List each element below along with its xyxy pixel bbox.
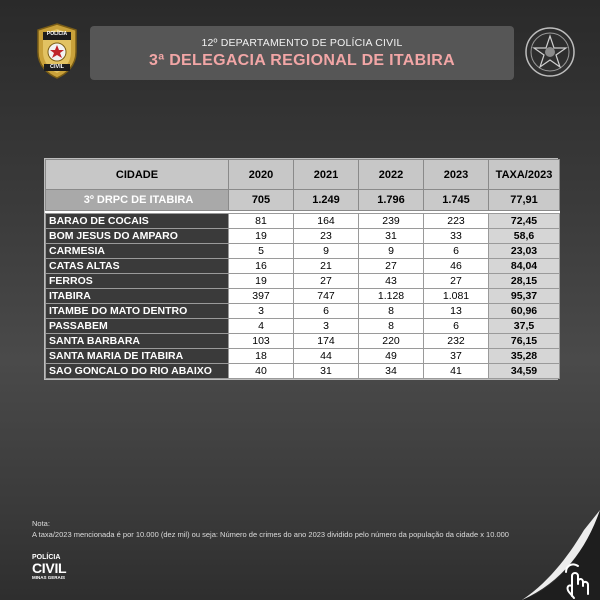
value-2022: 9 <box>359 244 424 259</box>
value-2022: 8 <box>359 319 424 334</box>
footer-logo-line3: MINAS GERAIS <box>32 575 66 580</box>
value-2021: 31 <box>294 364 359 379</box>
value-2020: 5 <box>229 244 294 259</box>
table-row <box>46 319 560 334</box>
value-2021: 23 <box>294 229 359 244</box>
value-2020: 19 <box>229 229 294 244</box>
city-cell: SANTA MARIA DE ITABIRA <box>46 349 229 364</box>
rate-cell: 35,28 <box>489 349 560 364</box>
city-cell: FERROS <box>46 274 229 289</box>
value-2023: 46 <box>424 259 489 274</box>
total-row <box>46 190 560 211</box>
value-2022: 239 <box>359 214 424 229</box>
column-header: 2023 <box>424 160 489 190</box>
total-2021: 1.249 <box>294 190 359 211</box>
rate-cell: 76,15 <box>489 334 560 349</box>
column-header: 2021 <box>294 160 359 190</box>
crime-stats-table <box>44 158 558 380</box>
footer-logo-line1: POLÍCIA <box>32 554 61 561</box>
total-2023: 1.745 <box>424 190 489 211</box>
city-cell: CARMESIA <box>46 244 229 259</box>
footnote-label: Nota: <box>32 519 50 528</box>
value-2023: 13 <box>424 304 489 319</box>
value-2020: 40 <box>229 364 294 379</box>
value-2023: 6 <box>424 319 489 334</box>
table-row <box>46 334 560 349</box>
tap-hand-icon[interactable] <box>522 510 600 600</box>
badge-bottom-text: CIVIL <box>49 64 65 70</box>
value-2023: 37 <box>424 349 489 364</box>
value-2023: 6 <box>424 244 489 259</box>
footer-logo-line2: CIVIL <box>32 560 67 576</box>
table-row <box>46 274 560 289</box>
value-2021: 164 <box>294 214 359 229</box>
table-row <box>46 349 560 364</box>
rate-cell: 37,5 <box>489 319 560 334</box>
table-header-row <box>46 160 560 190</box>
value-2023: 232 <box>424 334 489 349</box>
value-2023: 41 <box>424 364 489 379</box>
city-cell: BARAO DE COCAIS <box>46 214 229 229</box>
value-2023: 223 <box>424 214 489 229</box>
value-2023: 33 <box>424 229 489 244</box>
column-header: 2022 <box>359 160 424 190</box>
city-cell: PASSABEM <box>46 319 229 334</box>
city-cell: ITAMBE DO MATO DENTRO <box>46 304 229 319</box>
value-2020: 397 <box>229 289 294 304</box>
rate-cell: 84,04 <box>489 259 560 274</box>
city-cell: SAO GONCALO DO RIO ABAIXO <box>46 364 229 379</box>
rate-cell: 34,59 <box>489 364 560 379</box>
value-2021: 21 <box>294 259 359 274</box>
state-emblem-icon <box>524 26 576 78</box>
value-2021: 9 <box>294 244 359 259</box>
footnote <box>32 518 509 540</box>
value-2020: 16 <box>229 259 294 274</box>
rate-cell: 58,6 <box>489 229 560 244</box>
badge-top-text: POLÍCIA <box>46 31 68 37</box>
total-2022: 1.796 <box>359 190 424 211</box>
table-row <box>46 304 560 319</box>
value-2022: 43 <box>359 274 424 289</box>
column-header: 2020 <box>229 160 294 190</box>
table-row <box>46 289 560 304</box>
rate-cell: 23,03 <box>489 244 560 259</box>
table-row <box>46 259 560 274</box>
rate-cell: 60,96 <box>489 304 560 319</box>
value-2020: 81 <box>229 214 294 229</box>
department-title: 12º DEPARTAMENTO DE POLÍCIA CIVIL <box>201 36 403 49</box>
city-cell: SANTA BARBARA <box>46 334 229 349</box>
value-2021: 27 <box>294 274 359 289</box>
value-2020: 19 <box>229 274 294 289</box>
header-banner <box>90 26 514 80</box>
footnote-text: A taxa/2023 mencionada é por 10.000 (dez mil) ou seja: Número de crimes do ano 2023 dividido pelo número da população da cidade x 10.000 <box>32 530 509 539</box>
value-2022: 220 <box>359 334 424 349</box>
value-2022: 49 <box>359 349 424 364</box>
value-2023: 27 <box>424 274 489 289</box>
value-2021: 174 <box>294 334 359 349</box>
value-2021: 6 <box>294 304 359 319</box>
total-city: 3º DRPC DE ITABIRA <box>46 190 229 211</box>
value-2021: 44 <box>294 349 359 364</box>
value-2022: 8 <box>359 304 424 319</box>
city-cell: CATAS ALTAS <box>46 259 229 274</box>
value-2021: 3 <box>294 319 359 334</box>
total-rate: 77,91 <box>489 190 560 211</box>
table-row <box>46 244 560 259</box>
column-header: CIDADE <box>46 160 229 190</box>
rate-cell: 28,15 <box>489 274 560 289</box>
rate-cell: 72,45 <box>489 214 560 229</box>
column-header: TAXA/2023 <box>489 160 560 190</box>
value-2023: 1.081 <box>424 289 489 304</box>
value-2022: 27 <box>359 259 424 274</box>
value-2022: 34 <box>359 364 424 379</box>
value-2020: 4 <box>229 319 294 334</box>
regional-title: 3ª DELEGACIA REGIONAL DE ITABIRA <box>149 51 455 69</box>
table-row <box>46 364 560 379</box>
value-2020: 103 <box>229 334 294 349</box>
table-row <box>46 229 560 244</box>
city-cell: BOM JESUS DO AMPARO <box>46 229 229 244</box>
table-row <box>46 214 560 229</box>
city-cell: ITABIRA <box>46 289 229 304</box>
rate-cell: 95,37 <box>489 289 560 304</box>
value-2022: 1.128 <box>359 289 424 304</box>
total-2020: 705 <box>229 190 294 211</box>
value-2022: 31 <box>359 229 424 244</box>
value-2020: 3 <box>229 304 294 319</box>
value-2020: 18 <box>229 349 294 364</box>
footer-logo <box>32 554 66 581</box>
value-2021: 747 <box>294 289 359 304</box>
